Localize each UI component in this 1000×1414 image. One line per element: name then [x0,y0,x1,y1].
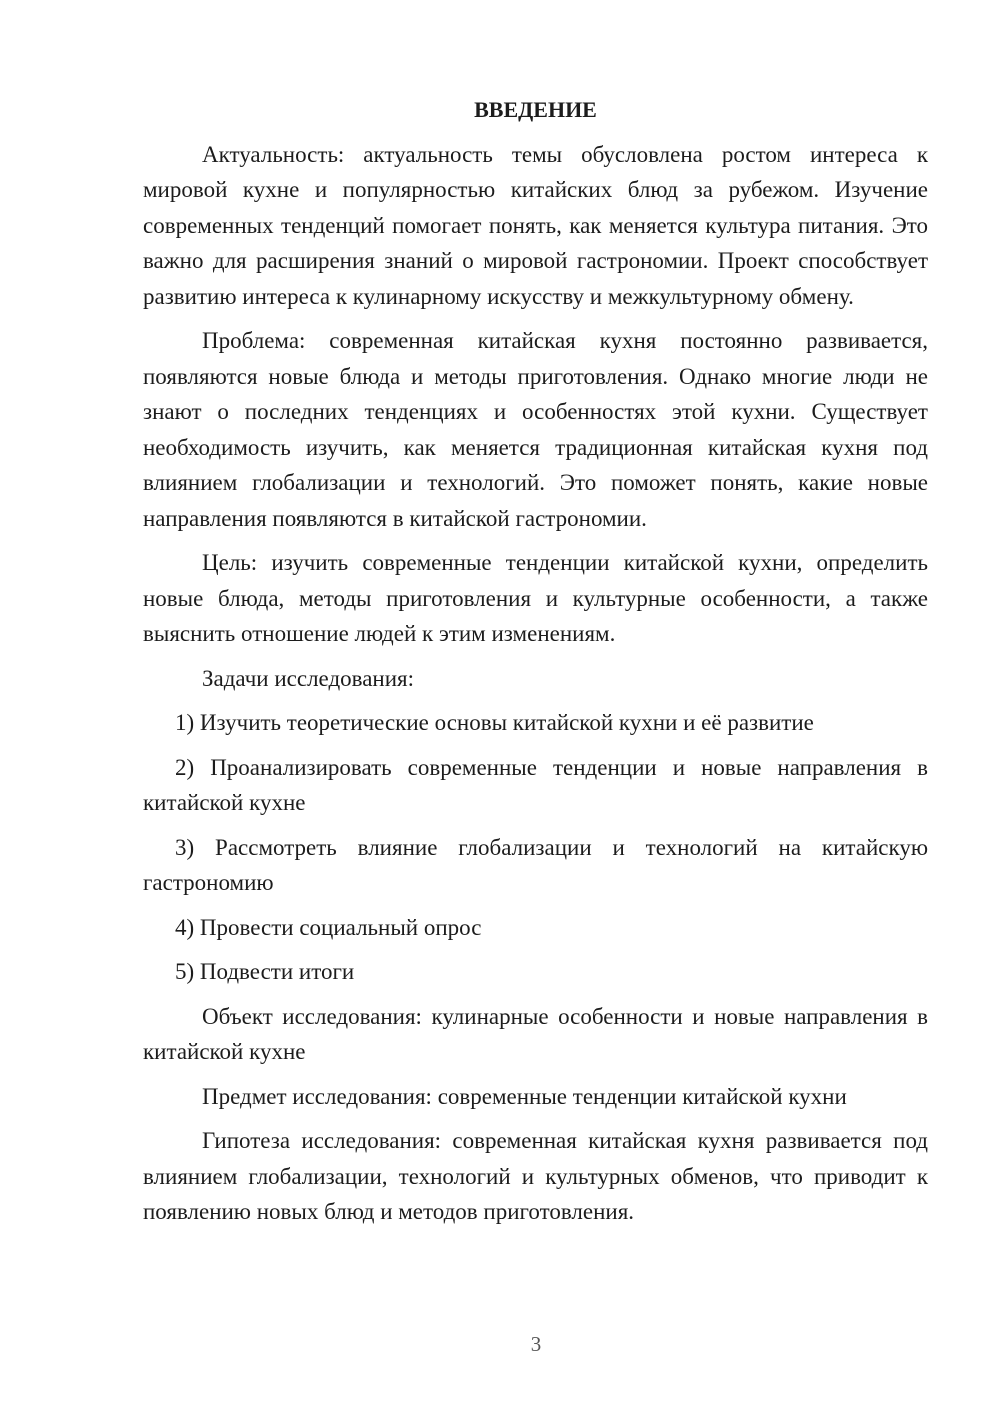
paragraph-problem: Проблема: современная китайская кухня постоянно развивается, появляются новые блюда и методы приготовления. Однако многие люди не знают о последних тенденциях и особенностях этой кухни. Существует необходимость изучить, как меняется традиционная китайская кухня под влиянием глобализации и технологий. Это поможет понять, какие новые направления появляются в китайской гастрономии. [143,328,928,531]
section-title: ВВЕДЕНИЕ [474,97,597,122]
task-item: 2) Проанализировать современные тенденции и новые направления в китайской кухне [143,754,928,815]
task-list [143,705,928,990]
task-item: 1) Изучить теоретические основы китайской кухни и её развитие [175,710,814,735]
page-number: 3 [530,1332,542,1356]
tasks-heading: Задачи исследования: [202,665,415,691]
paragraph-relevance: Актуальность: актуальность темы обусловлена ростом интереса к мировой кухне и популярностью китайских блюд за рубежом. Изучение современных тенденций помогает понять, как меняется культура питания. Это важно для расширения знаний о мировой гастрономии. Проект способствует развитию интереса к кулинарному искусству и межкультурному обмену. [143,141,928,309]
paragraph-hypothesis: Гипотеза исследования: современная китайская кухня развивается под влиянием глобализации, технологий и культурных обменов, что приводит к появлению новых блюд и методов приготовления. [143,1128,928,1224]
paragraph-goal: Цель: изучить современные тенденции китайской кухни, определить новые блюда, методы приготовления и культурные особенности, а также выяснить отношение людей к этим изменениям. [143,550,928,646]
paragraph-subject: Предмет исследования: современные тенденции китайской кухни [202,1083,847,1109]
task-item: 5) Подвести итоги [175,959,355,984]
paragraph-object: Объект исследования: кулинарные особенности и новые направления в китайской кухне [143,1003,928,1064]
document-page [143,92,928,1239]
task-item: 4) Провести социальный опрос [175,914,482,940]
task-item: 3) Рассмотреть влияние глобализации и технологий на китайскую гастрономию [143,834,928,895]
